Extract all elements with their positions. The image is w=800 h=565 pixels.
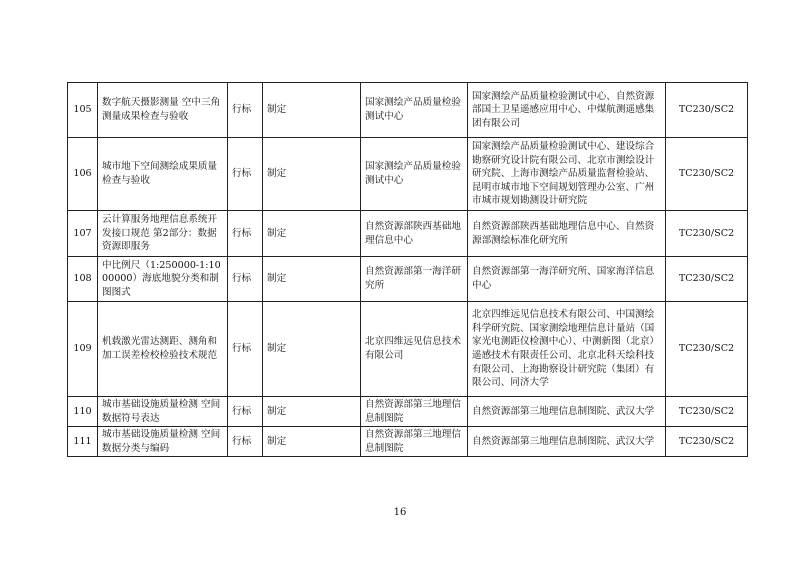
row-number: 106 [68,138,98,211]
lead-organization: 自然资源部第一海洋研究所 [361,257,468,302]
table-row [68,211,748,257]
committee-code: TC230/SC2 [666,302,748,397]
standard-type: 行标 [228,138,263,211]
page-number: 16 [393,507,407,518]
standard-name: 城市地下空间测绘成果质量检查与验收 [98,138,228,211]
row-number: 109 [68,302,98,397]
row-number: 108 [68,257,98,302]
participating-organizations: 国家测绘产品质量检验测试中心、自然资源部国土卫星遥感应用中心、中煤航测遥感集团有限公司 [468,83,666,138]
project-action: 制定 [263,397,361,427]
standard-type: 行标 [228,397,263,427]
project-action: 制定 [263,302,361,397]
project-action: 制定 [263,83,361,138]
participating-organizations: 自然资源部第三地理信息制图院、武汉大学 [468,427,666,457]
standard-type: 行标 [228,427,263,457]
row-number: 111 [68,427,98,457]
participating-organizations: 北京四维远见信息技术有限公司、中国测绘科学研究院、国家测绘地理信息计量站（国家光电测距仪检测中心）、中测新图（北京）遥感技术有限责任公司、北京北科天绘科技有限公司、上海勘察设计研究院（集团）有限公司、同济大学 [468,302,666,397]
table-row [68,257,748,302]
project-action: 制定 [263,138,361,211]
standard-name: 城市基础设施质量检测 空间数据符号表达 [98,397,228,427]
row-number: 107 [68,211,98,257]
project-action: 制定 [263,427,361,457]
participating-organizations: 自然资源部陕西基础地理信息中心、自然资源部测绘标准化研究所 [468,211,666,257]
participating-organizations: 国家测绘产品质量检验测试中心、建设综合勘察研究设计院有限公司、北京市测绘设计研究院、上海市测绘产品质量监督检验站、昆明市城市地下空间规划管理办公室、广州市城市规划勘测设计研究院 [468,138,666,211]
standard-name: 城市基础设施质量检测 空间数据分类与编码 [98,427,228,457]
table-row [68,427,748,457]
committee-code: TC230/SC2 [666,257,748,302]
standard-name: 中比例尺（1:250000-1:1000000）海底地貌分类和制图图式 [98,257,228,302]
lead-organization: 北京四维远见信息技术有限公司 [361,302,468,397]
standard-type: 行标 [228,83,263,138]
table-row [68,83,748,138]
row-number: 105 [68,83,98,138]
standard-name: 数字航天摄影测量 空中三角测量成果检查与验收 [98,83,228,138]
committee-code: TC230/SC2 [666,211,748,257]
participating-organizations: 自然资源部第三地理信息制图院、武汉大学 [468,397,666,427]
standard-name: 机载激光雷达测距、测角和加工误差检校检验技术规范 [98,302,228,397]
lead-organization: 国家测绘产品质量检验测试中心 [361,138,468,211]
committee-code: TC230/SC2 [666,138,748,211]
standards-plan-table [67,82,748,457]
committee-code: TC230/SC2 [666,83,748,138]
row-number: 110 [68,397,98,427]
standard-type: 行标 [228,302,263,397]
lead-organization: 自然资源部第三地理信息制图院 [361,427,468,457]
standard-type: 行标 [228,257,263,302]
committee-code: TC230/SC2 [666,397,748,427]
lead-organization: 国家测绘产品质量检验测试中心 [361,83,468,138]
committee-code: TC230/SC2 [666,427,748,457]
table-row [68,302,748,397]
table-row [68,138,748,211]
lead-organization: 自然资源部第三地理信息制图院 [361,397,468,427]
standard-name: 云计算服务地理信息系统开发接口规范 第2部分：数据资源即服务 [98,211,228,257]
project-action: 制定 [263,211,361,257]
project-action: 制定 [263,257,361,302]
lead-organization: 自然资源部陕西基础地理信息中心 [361,211,468,257]
participating-organizations: 自然资源部第一海洋研究所、国家海洋信息中心 [468,257,666,302]
table-row [68,397,748,427]
standard-type: 行标 [228,211,263,257]
